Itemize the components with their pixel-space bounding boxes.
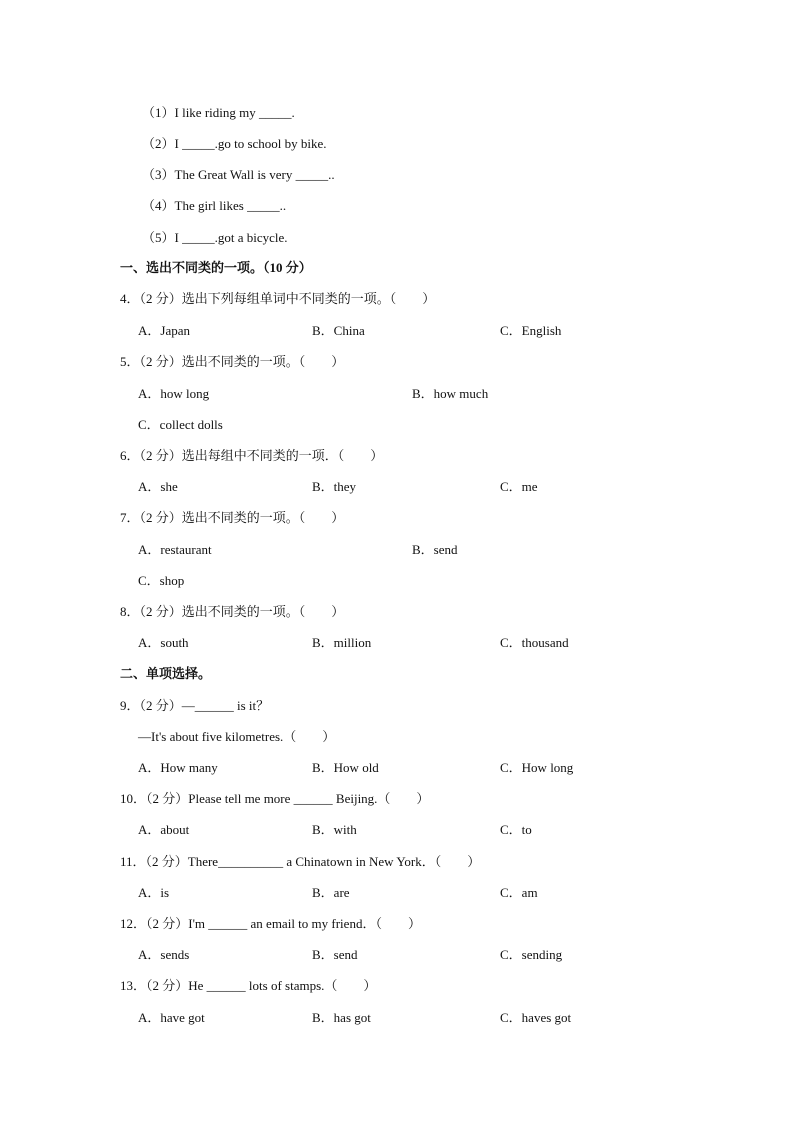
question-6-option-c: C．me	[500, 479, 538, 494]
question-5-stem: 5．（2 分）选出不同类的一项。（ ）	[120, 354, 345, 369]
question-8-option-b: B．million	[312, 635, 372, 650]
question-12-option-a: A．sends	[138, 947, 190, 962]
section1-title: 一、选出不同类的一项。（10 分）	[120, 260, 312, 275]
question-7-stem: 7．（2 分）选出不同类的一项。（ ）	[120, 510, 345, 525]
question-4-stem: 4．（2 分）选出下列每组单词中不同类的一项。（ ）	[120, 291, 436, 306]
question-13-stem: 13．（2 分）He ______ lots of stamps.（ ）	[120, 978, 377, 993]
question-4-option-a: A．Japan	[138, 323, 190, 338]
question-13-option-a: A．have got	[138, 1010, 205, 1025]
question-7-option-b: B．send	[412, 542, 458, 557]
question-9-option-a: A．How many	[138, 760, 218, 775]
question-10-option-a: A．about	[138, 822, 190, 837]
question-5-option-b: B．how much	[412, 386, 489, 401]
fill-item-5: （5）I _____.got a bicycle.	[142, 230, 288, 245]
question-10-option-b: B．with	[312, 822, 357, 837]
question-11-option-c: C．am	[500, 885, 538, 900]
fill-item-1: （1）I like riding my _____.	[142, 105, 295, 120]
question-10-option-c: C．to	[500, 822, 532, 837]
question-12-option-c: C．sending	[500, 947, 563, 962]
question-9-option-b: B．How old	[312, 760, 379, 775]
question-4-option-b: B．China	[312, 323, 365, 338]
question-13-option-b: B．has got	[312, 1010, 371, 1025]
question-11-option-a: A．is	[138, 885, 170, 900]
fill-item-2: （2）I _____.go to school by bike.	[142, 136, 327, 151]
question-9-option-c: C．How long	[500, 760, 574, 775]
question-4-option-c: C．English	[500, 323, 562, 338]
section2-title: 二、单项选择。	[120, 666, 212, 681]
question-9-stem: 9．（2 分）—______ is it？	[120, 698, 270, 713]
question-11-stem: 11．（2 分）There__________ a Chinatown in New York．（ ）	[120, 854, 481, 869]
question-11-option-b: B．are	[312, 885, 350, 900]
question-6-stem: 6．（2 分）选出每组中不同类的一项．（ ）	[120, 448, 384, 463]
question-5-option-a: A．how long	[138, 386, 210, 401]
fill-item-4: （4）The girl likes _____..	[142, 198, 287, 213]
fill-item-3: （3）The Great Wall is very _____..	[142, 167, 335, 182]
question-12-option-b: B．send	[312, 947, 358, 962]
question-12-stem: 12．（2 分）I'm ______ an email to my friend．（ ）	[120, 916, 421, 931]
question-9-stem-continued: —It's about five kilometres.（ ）	[138, 729, 336, 744]
question-6-option-a: A．she	[138, 479, 178, 494]
question-7-option-c: C．shop	[138, 573, 185, 588]
question-5-option-c: C．collect dolls	[138, 417, 223, 432]
question-10-stem: 10．（2 分）Please tell me more ______ Beijing.（ ）	[120, 791, 430, 806]
question-8-stem: 8．（2 分）选出不同类的一项。（ ）	[120, 604, 345, 619]
question-8-option-a: A．south	[138, 635, 189, 650]
question-13-option-c: C．haves got	[500, 1010, 572, 1025]
question-7-option-a: A．restaurant	[138, 542, 212, 557]
question-6-option-b: B．they	[312, 479, 357, 494]
question-8-option-c: C．thousand	[500, 635, 569, 650]
